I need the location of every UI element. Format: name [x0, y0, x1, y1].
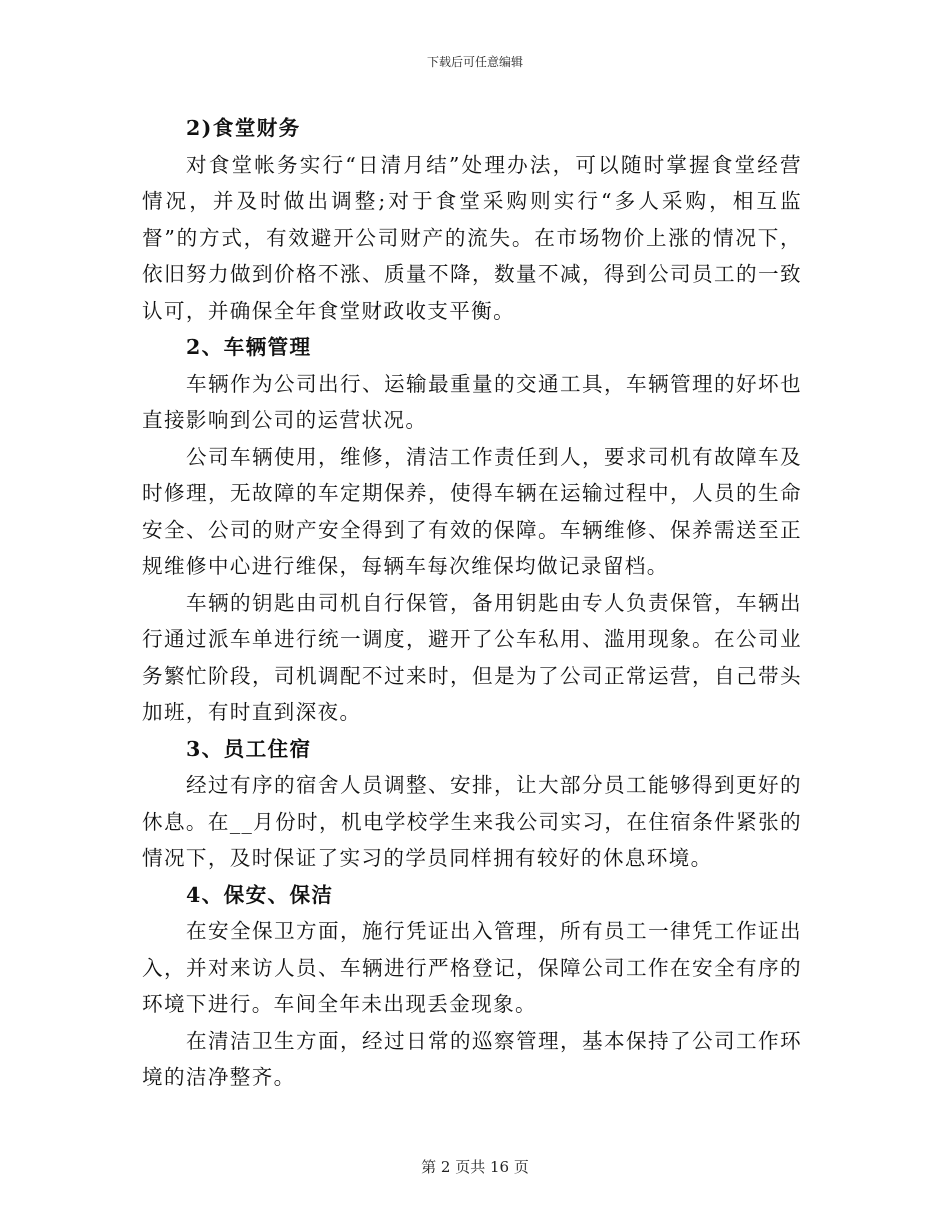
section-heading-security-cleaning: 4、保安、保洁: [186, 882, 334, 907]
section-heading-staff-housing: 3、员工住宿: [186, 736, 312, 761]
section-heading-vehicle-management: 2、车辆管理: [186, 335, 312, 359]
paragraph: 公司车辆使用，维修，清洁工作责任到人，要求司机有故障车及时修理，无故障的车定期保养，使得车辆在运输过程中，人员的生命安全、公司的财产安全得到了有效的保障。车辆维修、保养需送至正规维修中心进行维保，每辆车每次维保均做记录留档。: [142, 444, 802, 578]
paragraph: 经过有序的宿舍人员调整、安排，让大部分员工能够得到更好的休息。在__月份时，机电学校学生来我公司实习，在住宿条件紧张的情况下，及时保证了实习的学员同样拥有较好的休息环境。: [142, 773, 802, 870]
section-heading-canteen-finance: 2)食堂财务: [186, 116, 301, 140]
paragraph: 在安全保卫方面，施行凭证出入管理，所有员工一律凭工作证出入，并对来访人员、车辆进行严格登记，保障公司工作在安全有序的环境下进行。车间全年未出现丢金现象。: [142, 919, 802, 1016]
paragraph: 对食堂帐务实行“日清月结”处理办法，可以随时掌握食堂经营情况，并及时做出调整;对于食堂采购则实行“多人采购，相互监督”的方式，有效避开公司财产的流失。在市场物价上涨的情况下，依旧努力做到价格不涨、质量不降，数量不减，得到公司员工的一致认可，并确保全年食堂财政收支平衡。: [142, 152, 802, 323]
page-header: 下载后可任意编辑: [426, 55, 523, 69]
paragraph: 车辆作为公司出行、运输最重量的交通工具，车辆管理的好坏也直接影响到公司的运营状况。: [142, 371, 802, 432]
paragraph: 在清洁卫生方面，经过日常的巡察管理，基本保持了公司工作环境的洁净整齐。: [142, 1028, 802, 1089]
document-body: [142, 110, 802, 1096]
page-number: 第 2 页共 16 页: [421, 1158, 529, 1176]
paragraph: 车辆的钥匙由司机自行保管，备用钥匙由专人负责保管，车辆出行通过派车单进行统一调度，避开了公车私用、滥用现象。在公司业务繁忙阶段，司机调配不过来时，但是为了公司正常运营，自己带头加班，有时直到深夜。: [142, 590, 802, 724]
